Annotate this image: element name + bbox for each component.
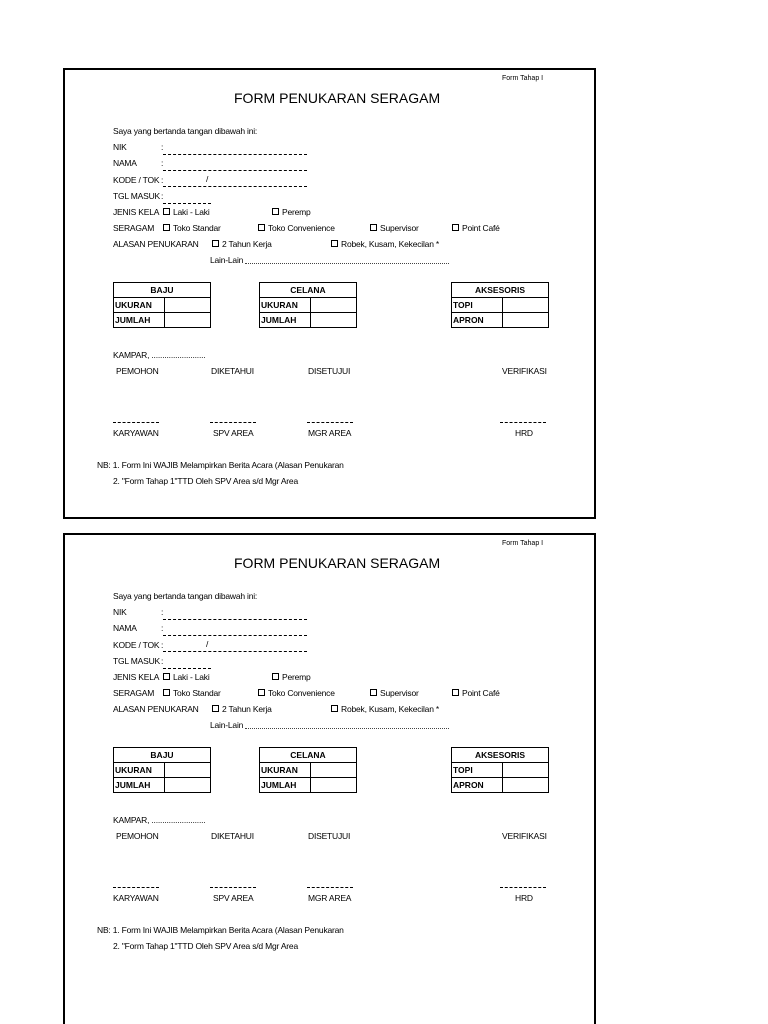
nama-label: NAMA [113, 158, 137, 168]
checkbox-icon[interactable] [370, 224, 377, 231]
checkbox-icon[interactable] [212, 240, 219, 247]
uniform-option-toko-convenience[interactable] [258, 688, 335, 698]
uniform-option-label: Toko Convenience [268, 223, 335, 233]
uniform-option-toko-standar[interactable] [163, 223, 221, 233]
tgl-masuk-label: TGL MASUK [113, 656, 161, 666]
reason-option-label: Robek, Kusam, Kekecilan * [341, 704, 439, 714]
nama-label: NAMA [113, 623, 137, 633]
baju-ukuran-label: UKURAN [114, 298, 165, 313]
kode-tok-field[interactable] [163, 186, 307, 187]
aksesoris-topi-label: TOPI [452, 763, 503, 778]
sig-line-hrd[interactable] [500, 422, 546, 423]
reason-option-2-years[interactable] [212, 239, 272, 249]
aksesoris-table [451, 282, 549, 328]
uniform-option-point-cafe[interactable] [452, 223, 500, 233]
nik-field[interactable] [163, 619, 307, 620]
aksesoris-apron-label: APRON [452, 778, 503, 793]
sig-header-disetujui: DISETUJUI [308, 366, 351, 376]
alasan-label: ALASAN PENUKARAN [113, 239, 199, 249]
uniform-option-label: Supervisor [380, 223, 419, 233]
kode-tok-separator: / [206, 639, 209, 649]
form-title: FORM PENUKARAN SERAGAM [234, 555, 441, 571]
celana-jumlah-cell[interactable] [311, 313, 357, 328]
gender-option-male-label: Laki - Laki [173, 207, 210, 217]
checkbox-icon[interactable] [452, 224, 459, 231]
note-1: NB: 1. Form Ini WAJIB Melampirkan Berita Acara (Alasan Penukaran [97, 925, 344, 935]
uniform-option-label: Supervisor [380, 688, 419, 698]
lain-lain-label: Lain-Lain [210, 720, 244, 730]
celana-header: CELANA [260, 283, 357, 298]
lain-lain-field[interactable] [245, 728, 449, 729]
jenis-kelamin-label: JENIS KELA [113, 207, 160, 217]
jenis-kelamin-label: JENIS KELA [113, 672, 160, 682]
aksesoris-table [451, 747, 549, 793]
kampar-date-line: KAMPAR, ......................... [113, 350, 206, 360]
baju-jumlah-cell[interactable] [165, 778, 211, 793]
sig-header-verifikasi: VERIFIKASI [502, 831, 547, 841]
intro-text: Saya yang bertanda tangan dibawah ini: [113, 126, 258, 136]
note-2: 2. "Form Tahap 1"TTD Oleh SPV Area s/d Mgr Area [113, 941, 298, 951]
kode-tok-colon: : [161, 175, 164, 185]
uniform-option-point-cafe[interactable] [452, 688, 500, 698]
sig-header-verifikasi: VERIFIKASI [502, 366, 547, 376]
sig-header-diketahui: DIKETAHUI [211, 366, 254, 376]
uniform-option-supervisor[interactable] [370, 223, 419, 233]
kode-tok-label: KODE / TOK [113, 175, 160, 185]
checkbox-icon[interactable] [258, 689, 265, 696]
celana-jumlah-label: JUMLAH [260, 778, 311, 793]
uniform-option-label: Point Café [462, 223, 500, 233]
checkbox-icon[interactable] [163, 673, 170, 680]
checkbox-icon[interactable] [163, 208, 170, 215]
aksesoris-apron-cell[interactable] [503, 313, 549, 328]
celana-header: CELANA [260, 748, 357, 763]
aksesoris-header: AKSESORIS [452, 283, 549, 298]
celana-ukuran-cell[interactable] [311, 763, 357, 778]
sig-role-spv-area: SPV AREA [213, 893, 254, 903]
sig-header-diketahui: DIKETAHUI [211, 831, 254, 841]
kode-tok-separator: / [206, 174, 209, 184]
aksesoris-header: AKSESORIS [452, 748, 549, 763]
nik-field[interactable] [163, 154, 307, 155]
checkbox-icon[interactable] [370, 689, 377, 696]
baju-jumlah-cell[interactable] [165, 313, 211, 328]
sig-line-karyawan[interactable] [113, 422, 159, 423]
note-2: 2. "Form Tahap 1"TTD Oleh SPV Area s/d Mgr Area [113, 476, 298, 486]
celana-jumlah-label: JUMLAH [260, 313, 311, 328]
sig-line-hrd[interactable] [500, 887, 546, 888]
alasan-label: ALASAN PENUKARAN [113, 704, 199, 714]
baju-ukuran-cell[interactable] [165, 763, 211, 778]
aksesoris-topi-label: TOPI [452, 298, 503, 313]
kode-tok-label: KODE / TOK [113, 640, 160, 650]
sig-role-spv-area: SPV AREA [213, 428, 254, 438]
nama-colon: : [161, 623, 164, 633]
nama-field[interactable] [163, 635, 307, 636]
checkbox-icon[interactable] [212, 705, 219, 712]
tgl-masuk-label: TGL MASUK [113, 191, 161, 201]
uniform-option-toko-standar[interactable] [163, 688, 221, 698]
reason-option-label: 2 Tahun Kerja [222, 239, 272, 249]
nama-colon: : [161, 158, 164, 168]
celana-jumlah-cell[interactable] [311, 778, 357, 793]
sig-header-disetujui: DISETUJUI [308, 831, 351, 841]
uniform-option-supervisor[interactable] [370, 688, 419, 698]
checkbox-icon[interactable] [258, 224, 265, 231]
sig-role-karyawan: KARYAWAN [113, 893, 159, 903]
gender-option-male-label: Laki - Laki [173, 672, 210, 682]
tgl-masuk-field[interactable] [163, 203, 211, 204]
uniform-option-label: Toko Convenience [268, 688, 335, 698]
baju-table [113, 282, 211, 328]
tgl-masuk-colon: : [161, 191, 164, 201]
lain-lain-label: Lain-Lain [210, 255, 244, 265]
sig-line-spv[interactable] [210, 887, 256, 888]
reason-option-2-years[interactable] [212, 704, 272, 714]
kampar-date-line: KAMPAR, ......................... [113, 815, 206, 825]
checkbox-icon[interactable] [272, 673, 279, 680]
sig-role-mgr-area: MGR AREA [308, 428, 352, 438]
celana-table [259, 747, 357, 793]
tgl-masuk-field[interactable] [163, 668, 211, 669]
checkbox-icon[interactable] [163, 224, 170, 231]
sig-line-mgr[interactable] [307, 887, 353, 888]
celana-ukuran-label: UKURAN [260, 298, 311, 313]
sig-line-mgr[interactable] [307, 422, 353, 423]
gender-option-male[interactable] [163, 672, 210, 682]
baju-jumlah-label: JUMLAH [114, 313, 165, 328]
sig-line-karyawan[interactable] [113, 887, 159, 888]
nik-colon: : [161, 607, 164, 617]
sig-role-karyawan: KARYAWAN [113, 428, 159, 438]
kode-tok-colon: : [161, 640, 164, 650]
sig-header-pemohon: PEMOHON [116, 831, 159, 841]
celana-ukuran-label: UKURAN [260, 763, 311, 778]
sig-role-mgr-area: MGR AREA [308, 893, 352, 903]
form-stage-tag: Form Tahap I [502, 540, 544, 547]
aksesoris-topi-cell[interactable] [503, 763, 549, 778]
aksesoris-topi-cell[interactable] [503, 298, 549, 313]
uniform-option-label: Toko Standar [173, 688, 221, 698]
form-stage-tag: Form Tahap I [502, 75, 544, 82]
nik-colon: : [161, 142, 164, 152]
baju-table [113, 747, 211, 793]
baju-header: BAJU [114, 283, 211, 298]
seragam-label: SERAGAM [113, 688, 155, 698]
checkbox-icon[interactable] [331, 240, 338, 247]
reason-option-label: Robek, Kusam, Kekecilan * [341, 239, 439, 249]
baju-ukuran-cell[interactable] [165, 298, 211, 313]
aksesoris-apron-cell[interactable] [503, 778, 549, 793]
reason-option-damaged[interactable] [331, 704, 439, 714]
sig-line-spv[interactable] [210, 422, 256, 423]
form-title: FORM PENUKARAN SERAGAM [234, 90, 441, 106]
gender-option-male[interactable] [163, 207, 210, 217]
checkbox-icon[interactable] [452, 689, 459, 696]
uniform-exchange-form-1 [63, 68, 596, 519]
uniform-option-toko-convenience[interactable] [258, 223, 335, 233]
note-1: NB: 1. Form Ini WAJIB Melampirkan Berita Acara (Alasan Penukaran [97, 460, 344, 470]
nik-label: NIK [113, 607, 127, 617]
gender-option-female-label: Peremp [282, 672, 311, 682]
baju-jumlah-label: JUMLAH [114, 778, 165, 793]
sig-role-hrd: HRD [515, 428, 533, 438]
uniform-option-label: Toko Standar [173, 223, 221, 233]
checkbox-icon[interactable] [272, 208, 279, 215]
gender-option-female[interactable] [272, 672, 311, 682]
gender-option-female[interactable] [272, 207, 311, 217]
sig-header-pemohon: PEMOHON [116, 366, 159, 376]
kode-tok-field[interactable] [163, 651, 307, 652]
gender-option-female-label: Peremp [282, 207, 311, 217]
checkbox-icon[interactable] [331, 705, 338, 712]
reason-option-label: 2 Tahun Kerja [222, 704, 272, 714]
baju-header: BAJU [114, 748, 211, 763]
nama-field[interactable] [163, 170, 307, 171]
tgl-masuk-colon: : [161, 656, 164, 666]
uniform-exchange-form-2 [63, 533, 596, 1024]
uniform-option-label: Point Café [462, 688, 500, 698]
celana-ukuran-cell[interactable] [311, 298, 357, 313]
baju-ukuran-label: UKURAN [114, 763, 165, 778]
celana-table [259, 282, 357, 328]
nik-label: NIK [113, 142, 127, 152]
lain-lain-field[interactable] [245, 263, 449, 264]
seragam-label: SERAGAM [113, 223, 155, 233]
aksesoris-apron-label: APRON [452, 313, 503, 328]
reason-option-damaged[interactable] [331, 239, 439, 249]
sig-role-hrd: HRD [515, 893, 533, 903]
intro-text: Saya yang bertanda tangan dibawah ini: [113, 591, 258, 601]
checkbox-icon[interactable] [163, 689, 170, 696]
